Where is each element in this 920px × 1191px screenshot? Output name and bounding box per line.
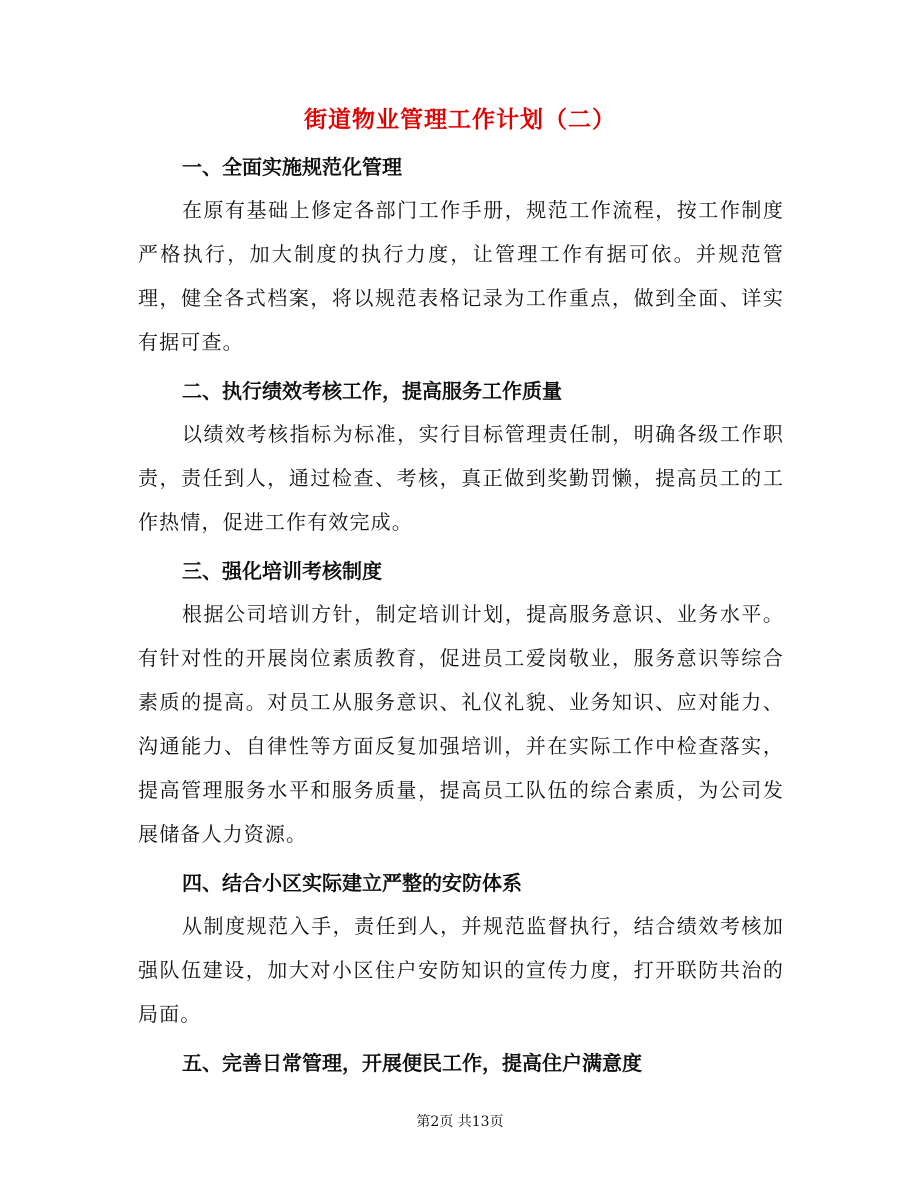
section-heading-5: 五、完善日常管理，开展便民工作，提高住户满意度 bbox=[182, 1051, 642, 1075]
section-body-1: 在原有基础上修定各部门工作手册，规范工作流程，按工作制度严格执行，加大制度的执行力度，让管理工作有据可依。并规范管理，健全各式档案，将以规范表格记录为工作重点，做到全面、详实有据可查。 bbox=[138, 198, 784, 354]
document-body bbox=[138, 150, 784, 1080]
section-heading-1: 一、全面实施规范化管理 bbox=[182, 155, 402, 179]
section-heading-4: 四、结合小区实际建立严整的安防体系 bbox=[182, 871, 522, 895]
page-number-footer: 第2页 共13页 bbox=[416, 1114, 504, 1130]
section-heading-3: 三、强化培训考核制度 bbox=[182, 559, 382, 583]
document-title: 街道物业管理工作计划（二） bbox=[304, 106, 616, 133]
section-body-4: 从制度规范入手，责任到人，并规范监督执行，结合绩效考核加强队伍建设，加大对小区住户安防知识的宣传力度，打开联防共治的局面。 bbox=[138, 914, 784, 1026]
section-body-2: 以绩效考核指标为标准，实行目标管理责任制，明确各级工作职责，责任到人，通过检查、考核，真正做到奖勤罚懒，提高员工的工作热情，促进工作有效完成。 bbox=[138, 422, 784, 534]
section-heading-2: 二、执行绩效考核工作，提高服务工作质量 bbox=[182, 379, 562, 403]
section-body-3: 根据公司培训方针，制定培训计划，提高服务意识、业务水平。有针对性的开展岗位素质教育，促进员工爱岗敬业，服务意识等综合素质的提高。对员工从服务意识、礼仪礼貌、业务知识、应对能力、沟通能力、自律性等方面反复加强培训，并在实际工作中检查落实，提高管理服务水平和服务质量，提高员工队伍的综合素质，为公司发展储备人力资源。 bbox=[138, 602, 784, 846]
